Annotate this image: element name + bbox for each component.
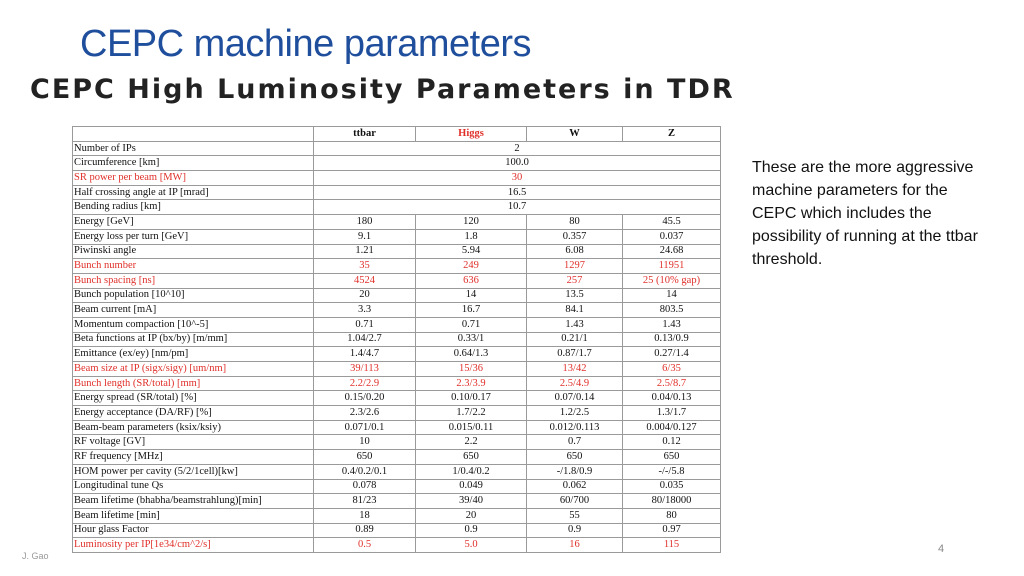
- table-row: [73, 376, 721, 391]
- table-cell: 20: [416, 508, 527, 523]
- table-row: [73, 288, 721, 303]
- table-cell: 16.5: [314, 185, 721, 200]
- table-cell: 1.21: [314, 244, 416, 259]
- table-cell: 45.5: [623, 215, 721, 230]
- table-row: [73, 538, 721, 553]
- table-row: [73, 523, 721, 538]
- table-cell: 0.012/0.113: [527, 420, 623, 435]
- table-cell: 1.3/1.7: [623, 406, 721, 421]
- table-cell: 13/42: [527, 362, 623, 377]
- table-row: [73, 273, 721, 288]
- table-cell: 0.5: [314, 538, 416, 553]
- row-label: Hour glass Factor: [73, 523, 314, 538]
- table-row: [73, 406, 721, 421]
- table-row: [73, 420, 721, 435]
- table-cell: 39/40: [416, 494, 527, 509]
- column-header-ttbar: ttbar: [314, 127, 416, 142]
- row-label: Bending radius [km]: [73, 200, 314, 215]
- table-cell: 0.062: [527, 479, 623, 494]
- table-cell: 0.4/0.2/0.1: [314, 464, 416, 479]
- column-header-higgs: Higgs: [416, 127, 527, 142]
- row-label: RF frequency [MHz]: [73, 450, 314, 465]
- table-cell: -/-/5.8: [623, 464, 721, 479]
- table-cell: 2.2: [416, 435, 527, 450]
- table-cell: 10.7: [314, 200, 721, 215]
- column-header-parameter: [73, 127, 314, 142]
- table-cell: 115: [623, 538, 721, 553]
- table-cell: 9.1: [314, 229, 416, 244]
- row-label: Beam-beam parameters (ksix/ksiy): [73, 420, 314, 435]
- table-cell: 2.3/3.9: [416, 376, 527, 391]
- table-cell: 0.015/0.11: [416, 420, 527, 435]
- table-row: [73, 303, 721, 318]
- table-cell: 1.7/2.2: [416, 406, 527, 421]
- row-label: Beam lifetime [min]: [73, 508, 314, 523]
- table-row: [73, 244, 721, 259]
- footer-author: J. Gao: [22, 551, 49, 561]
- table-cell: 0.037: [623, 229, 721, 244]
- table-cell: 20: [314, 288, 416, 303]
- table-row: [73, 171, 721, 186]
- table-cell: 0.89: [314, 523, 416, 538]
- table-row: [73, 347, 721, 362]
- row-label: Bunch population [10^10]: [73, 288, 314, 303]
- table-cell: 0.071/0.1: [314, 420, 416, 435]
- table-heading: CEPC High Luminosity Parameters in TDR: [30, 74, 735, 105]
- table-cell: 0.71: [416, 317, 527, 332]
- row-label: Piwinski angle: [73, 244, 314, 259]
- table-cell: 13.5: [527, 288, 623, 303]
- table-cell: 24.68: [623, 244, 721, 259]
- parameters-table: [72, 126, 721, 553]
- page-number: 4: [938, 543, 945, 555]
- table-cell: 1.8: [416, 229, 527, 244]
- row-label: Half crossing angle at IP [mrad]: [73, 185, 314, 200]
- table-cell: 80: [623, 508, 721, 523]
- table-cell: 2.2/2.9: [314, 376, 416, 391]
- row-label: Beam current [mA]: [73, 303, 314, 318]
- table-cell: 0.87/1.7: [527, 347, 623, 362]
- table-cell: 39/113: [314, 362, 416, 377]
- table-header-row: [73, 127, 721, 142]
- table-cell: 0.97: [623, 523, 721, 538]
- table-row: [73, 479, 721, 494]
- row-label: Beam size at IP (sigx/sigy) [um/nm]: [73, 362, 314, 377]
- table-cell: 650: [416, 450, 527, 465]
- table-cell: 84.1: [527, 303, 623, 318]
- side-note: These are the more aggressive machine parameters for the CEPC which includes the possibility of running at the ttbar threshold.: [752, 159, 978, 268]
- table-cell: 257: [527, 273, 623, 288]
- table-cell: 60/700: [527, 494, 623, 509]
- table-row: [73, 494, 721, 509]
- table-cell: 0.21/1: [527, 332, 623, 347]
- row-label: Energy loss per turn [GeV]: [73, 229, 314, 244]
- table-row: [73, 185, 721, 200]
- table-cell: 16.7: [416, 303, 527, 318]
- table-cell: 6/35: [623, 362, 721, 377]
- table-cell: 30: [314, 171, 721, 186]
- row-label: Bunch length (SR/total) [mm]: [73, 376, 314, 391]
- table-cell: 3.3: [314, 303, 416, 318]
- table-cell: 0.07/0.14: [527, 391, 623, 406]
- table-cell: 0.04/0.13: [623, 391, 721, 406]
- row-label: Energy spread (SR/total) [%]: [73, 391, 314, 406]
- table-cell: 0.33/1: [416, 332, 527, 347]
- table-cell: 1/0.4/0.2: [416, 464, 527, 479]
- table-cell: 636: [416, 273, 527, 288]
- row-label: Emittance (ex/ey) [nm/pm]: [73, 347, 314, 362]
- row-label: HOM power per cavity (5/2/1cell)[kw]: [73, 464, 314, 479]
- table-row: [73, 450, 721, 465]
- column-header-w: W: [527, 127, 623, 142]
- table-cell: 1.2/2.5: [527, 406, 623, 421]
- row-label: Luminosity per IP[1e34/cm^2/s]: [73, 538, 314, 553]
- table-cell: 0.13/0.9: [623, 332, 721, 347]
- table-row: [73, 229, 721, 244]
- table-cell: 55: [527, 508, 623, 523]
- row-label: SR power per beam [MW]: [73, 171, 314, 186]
- row-label: Beta functions at IP (bx/by) [m/mm]: [73, 332, 314, 347]
- row-label: Momentum compaction [10^-5]: [73, 317, 314, 332]
- row-label: Circumference [km]: [73, 156, 314, 171]
- table-cell: 11951: [623, 259, 721, 274]
- table-cell: 16: [527, 538, 623, 553]
- table-row: [73, 156, 721, 171]
- row-label: RF voltage [GV]: [73, 435, 314, 450]
- table-cell: 100.0: [314, 156, 721, 171]
- table-cell: 650: [527, 450, 623, 465]
- table-row: [73, 435, 721, 450]
- row-label: Energy acceptance (DA/RF) [%]: [73, 406, 314, 421]
- table-cell: 0.27/1.4: [623, 347, 721, 362]
- table-cell: 18: [314, 508, 416, 523]
- table-row: [73, 391, 721, 406]
- table-cell: 2.5/4.9: [527, 376, 623, 391]
- table-cell: 650: [623, 450, 721, 465]
- row-label: Bunch number: [73, 259, 314, 274]
- row-label: Beam lifetime (bhabha/beamstrahlung)[min]: [73, 494, 314, 509]
- table-cell: 2.3/2.6: [314, 406, 416, 421]
- table-cell: 25 (10% gap): [623, 273, 721, 288]
- table-cell: 1.4/4.7: [314, 347, 416, 362]
- table-cell: 650: [314, 450, 416, 465]
- table-cell: 14: [623, 288, 721, 303]
- table-row: [73, 332, 721, 347]
- row-label: Energy [GeV]: [73, 215, 314, 230]
- table-cell: 15/36: [416, 362, 527, 377]
- table-cell: 0.035: [623, 479, 721, 494]
- table-cell: 80: [527, 215, 623, 230]
- table-row: [73, 141, 721, 156]
- table-cell: 0.71: [314, 317, 416, 332]
- table-cell: 0.15/0.20: [314, 391, 416, 406]
- column-header-z: Z: [623, 127, 721, 142]
- table-cell: 120: [416, 215, 527, 230]
- table-cell: 0.7: [527, 435, 623, 450]
- table-row: [73, 464, 721, 479]
- table-cell: 5.0: [416, 538, 527, 553]
- table-row: [73, 200, 721, 215]
- table-cell: 180: [314, 215, 416, 230]
- table-cell: 0.12: [623, 435, 721, 450]
- row-label: Number of IPs: [73, 141, 314, 156]
- table-cell: 0.357: [527, 229, 623, 244]
- table-cell: 0.10/0.17: [416, 391, 527, 406]
- table-cell: 35: [314, 259, 416, 274]
- table-cell: 0.9: [527, 523, 623, 538]
- table-cell: 1.43: [623, 317, 721, 332]
- table-cell: 1.43: [527, 317, 623, 332]
- table-cell: 10: [314, 435, 416, 450]
- table-cell: 0.078: [314, 479, 416, 494]
- table-row: [73, 508, 721, 523]
- table-cell: 2.5/8.7: [623, 376, 721, 391]
- table-cell: 249: [416, 259, 527, 274]
- table-cell: 0.004/0.127: [623, 420, 721, 435]
- table-cell: 5.94: [416, 244, 527, 259]
- row-label: Longitudinal tune Qs: [73, 479, 314, 494]
- page-title: CEPC machine parameters: [80, 23, 532, 65]
- table-row: [73, 259, 721, 274]
- table-cell: 803.5: [623, 303, 721, 318]
- table-cell: 0.9: [416, 523, 527, 538]
- table-cell: 2: [314, 141, 721, 156]
- table-row: [73, 362, 721, 377]
- table-row: [73, 215, 721, 230]
- table-cell: 1297: [527, 259, 623, 274]
- table-cell: 1.04/2.7: [314, 332, 416, 347]
- table-cell: 81/23: [314, 494, 416, 509]
- table-row: [73, 317, 721, 332]
- table-cell: 80/18000: [623, 494, 721, 509]
- table-cell: 14: [416, 288, 527, 303]
- table-cell: -/1.8/0.9: [527, 464, 623, 479]
- table-body: [73, 141, 721, 552]
- row-label: Bunch spacing [ns]: [73, 273, 314, 288]
- table-cell: 0.64/1.3: [416, 347, 527, 362]
- table-cell: 6.08: [527, 244, 623, 259]
- table-cell: 4524: [314, 273, 416, 288]
- table-cell: 0.049: [416, 479, 527, 494]
